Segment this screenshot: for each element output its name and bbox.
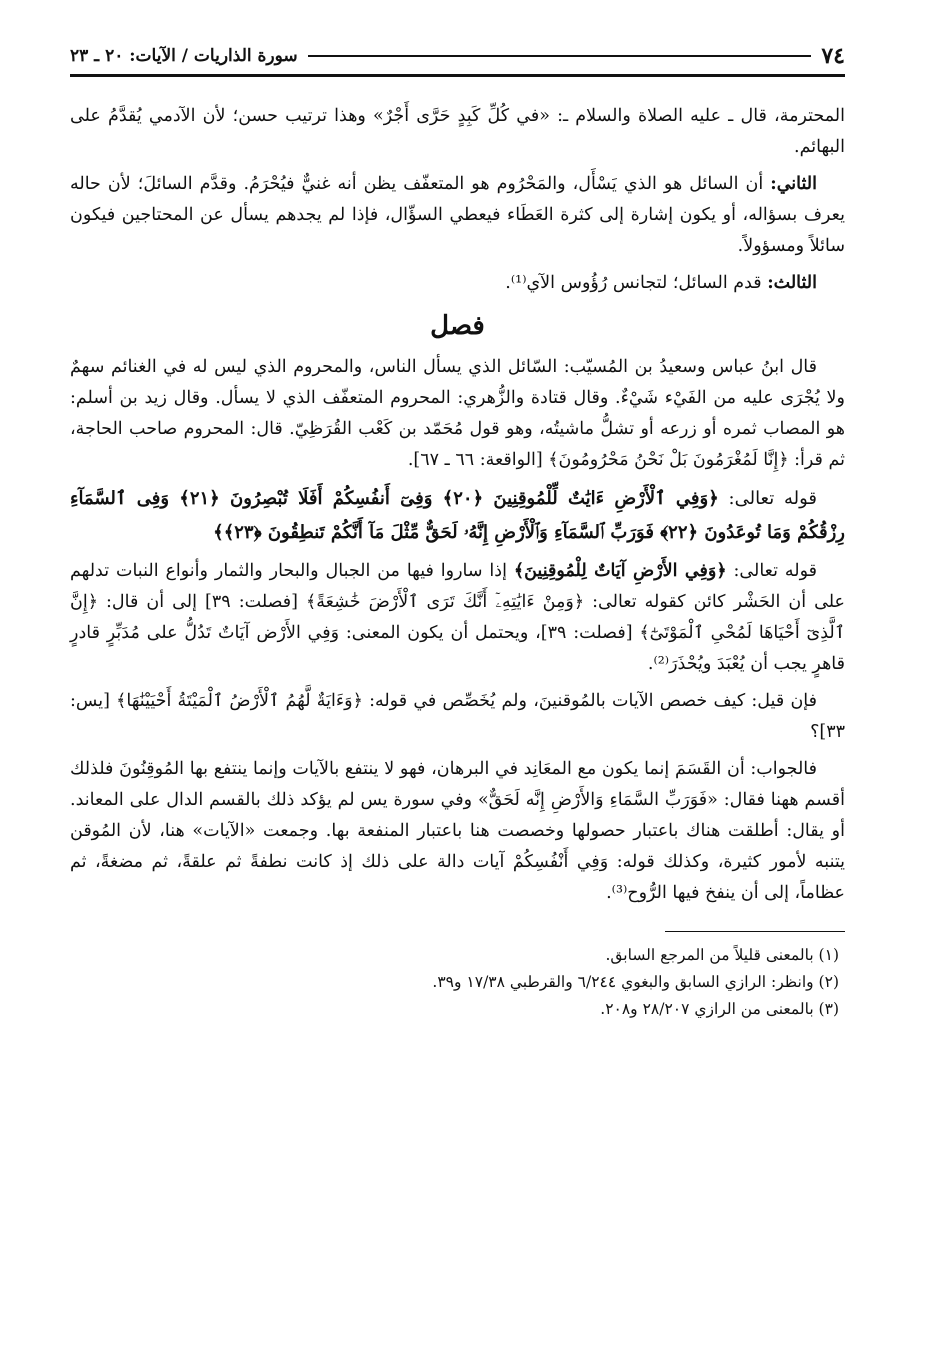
paragraph-answer: فالجواب: أن القَسَمَ إنما يكون مع المعَانِد في البرهان، فهو لا ينتفع بالآيات وإنما ينتفع بها المُوقِنُونَ فلذلك أقسم ههنا فقال: «فَوَرَبِّ السَّمَاءِ وَالأَرْضِ إِنَّه لَحَقٌّ» وفي سورة يس لم يؤكد ذلك بالقسم الدال على المعاند. أو يقال: أطلقت هناك باعتبار حصولها وخصصت هنا باعتبار المنفعة بها. وجمعت «الآيات» هنا، لأن المُوقن يتنبه لأمور كثيرة، وكذلك قوله: وَفِي أَنْفُسِكُمْ آيات دالة على ذلك إذ كانت نطفةً ثم علقةً، ثم مضغةً، ثم عظاماً، إلى أن ينفخ فيها الرُّوح⁽³⁾.: [70, 759, 845, 903]
section-heading: فصل: [430, 311, 485, 341]
footnote-2: (٢) وانظر: الرازي السابق والبغوي ٦/٢٤٤ والقرطبي ١٧/٣٨ و٣٩.: [432, 973, 839, 991]
paragraph-continuation: المحترمة، قال ـ عليه الصلاة والسلام ـ: «في كُلِّ كَبِدٍ حَرَّى أَجْرٌ» وهذا ترتيب حسن؛ لأن الآدمي يُقدَّمُ على البهائم.: [70, 106, 845, 157]
footnote-1: (١) بالمعنى قليلاً من المرجع السابق.: [605, 946, 839, 964]
verse-intro: قوله تعالى:: [728, 488, 818, 509]
footnote-separator: [665, 931, 845, 932]
label-second: الثاني:: [770, 174, 817, 194]
page-header: [70, 42, 845, 70]
header-rule: [70, 74, 845, 77]
page: [70, 42, 845, 1023]
paragraph-fasl: قال ابنُ عباس وسعيدُ بن المُسيّب: السّائل الذي يسأل الناس، والمحروم الذي ليس له في الغنائم سهمٌ ولا يُجْرَى عليه من الفَيْء شَيْءٌ. وقال قتادة والزُّهري: المحروم المتعفّف الذي لا يسأل. وقال زيد بن أسلم: هو المصاب ثمره أو زرعه أو تشلُّ ماشيتُه، وهو قول مُحَمّد بن كَعْب القُرَظِيّ. قال: المحروم صاحب الحاجة، ثم قرأ: ﴿إِنَّا لَمُغْرَمُونَ بَلْ نَحْنُ مَحْرُومُونَ﴾ [الواقعة: ٦٦ ـ ٦٧].: [70, 357, 845, 470]
page-body: [70, 101, 845, 1023]
footnotes: [70, 942, 845, 1023]
footnote-3: (٣) بالمعنى من الرازي ٢٨/٢٠٧ و٢٠٨.: [600, 1000, 839, 1018]
commentary-text: إذا ساروا فيها من الجبال والبحار والثمار وأنواع النبات تدلهم على أن الحَشْر كائن كقوله تعالى: ﴿وَمِنْ ءَايَٰتِهِۦٓ أَنَّكَ تَرَى ٱلْأَرْضَ خَٰشِعَةً﴾ [فصلت: ٣٩] إلى أن قال: ﴿إِنَّ ٱلَّذِىٓ أَحْيَاهَا لَمُحْىِ ٱلْمَوْتَىٰٓ﴾ [فصلت: ٣٩]، ويحتمل أن يكون المعنى: وَفِي الأَرْض آيَاتٌ تَدُلُّ على مُدَبِّرٍ قادرٍ قاهرٍ يجب أن يُعْبَدَ ويُحْذَرَ⁽²⁾.: [70, 561, 845, 674]
label-third: الثالث:: [767, 273, 817, 293]
header-dash-line: [308, 55, 812, 57]
quran-verse-block: [70, 482, 845, 550]
paragraph-third-text: قدم السائل؛ لتجانس رُؤُوس الآي⁽¹⁾.: [505, 273, 762, 293]
running-head: سورة الذاريات / الآيات: ٢٠ ـ ٢٣: [70, 46, 298, 66]
commentary-intro: قوله تعالى:: [733, 561, 817, 581]
commentary-quote: ﴿وَفِي الأَرْضِ آيَاتٌ لِلْمُوقِنِينَ﴾: [513, 561, 727, 581]
paragraph-third: [70, 268, 845, 299]
verse-text: ﴿وَفِي ٱلْأَرْضِ ءَايَٰتٌ لِّلْمُوقِنِينَ ﴿٢٠﴾ وَفِىٓ أَنفُسِكُمْ أَفَلَا تُبْصِرُونَ ﴿٢١﴾ وَفِى ٱلسَّمَآءِ رِزْقُكُمْ وَمَا تُوعَدُونَ ﴿٢٢﴾ فَوَرَبِّ ٱلسَّمَآءِ وَٱلْأَرْضِ إِنَّهُۥ لَحَقٌّ مِّثْلَ مَآ أَنَّكُمْ تَنطِقُونَ ﴿٢٣﴾﴾: [70, 488, 845, 543]
paragraph-commentary: [70, 556, 845, 680]
page-number: ٧٤: [821, 43, 845, 69]
paragraph-second: [70, 169, 845, 262]
paragraph-second-text: أن السائل هو الذي يَسْأَل، والمَحْرُوم هو المتعفّف يظن أنه غنيٌّ فيُحْرَمُ. وقدَّم السائلَ؛ لأن حاله يعرف بسؤاله، أو يكون إشارة إلى كثرة العَطَاء فيعطي السؤّال، فإذا لم يجدهم يسأل عن المحتاجين فيكون سائلاً ومسؤولاً.: [70, 174, 845, 256]
paragraph-question: فإن قيل: كيف خصص الآيات بالمُوقنينَ، ولم يُخَصِّص في قوله: ﴿وَءَايَةٌ لَّهُمُ ٱلْأَرْضُ ٱلْمَيْتَةُ أَحْيَيْنَٰهَا﴾ [يس: ٣٣]؟: [70, 691, 845, 742]
